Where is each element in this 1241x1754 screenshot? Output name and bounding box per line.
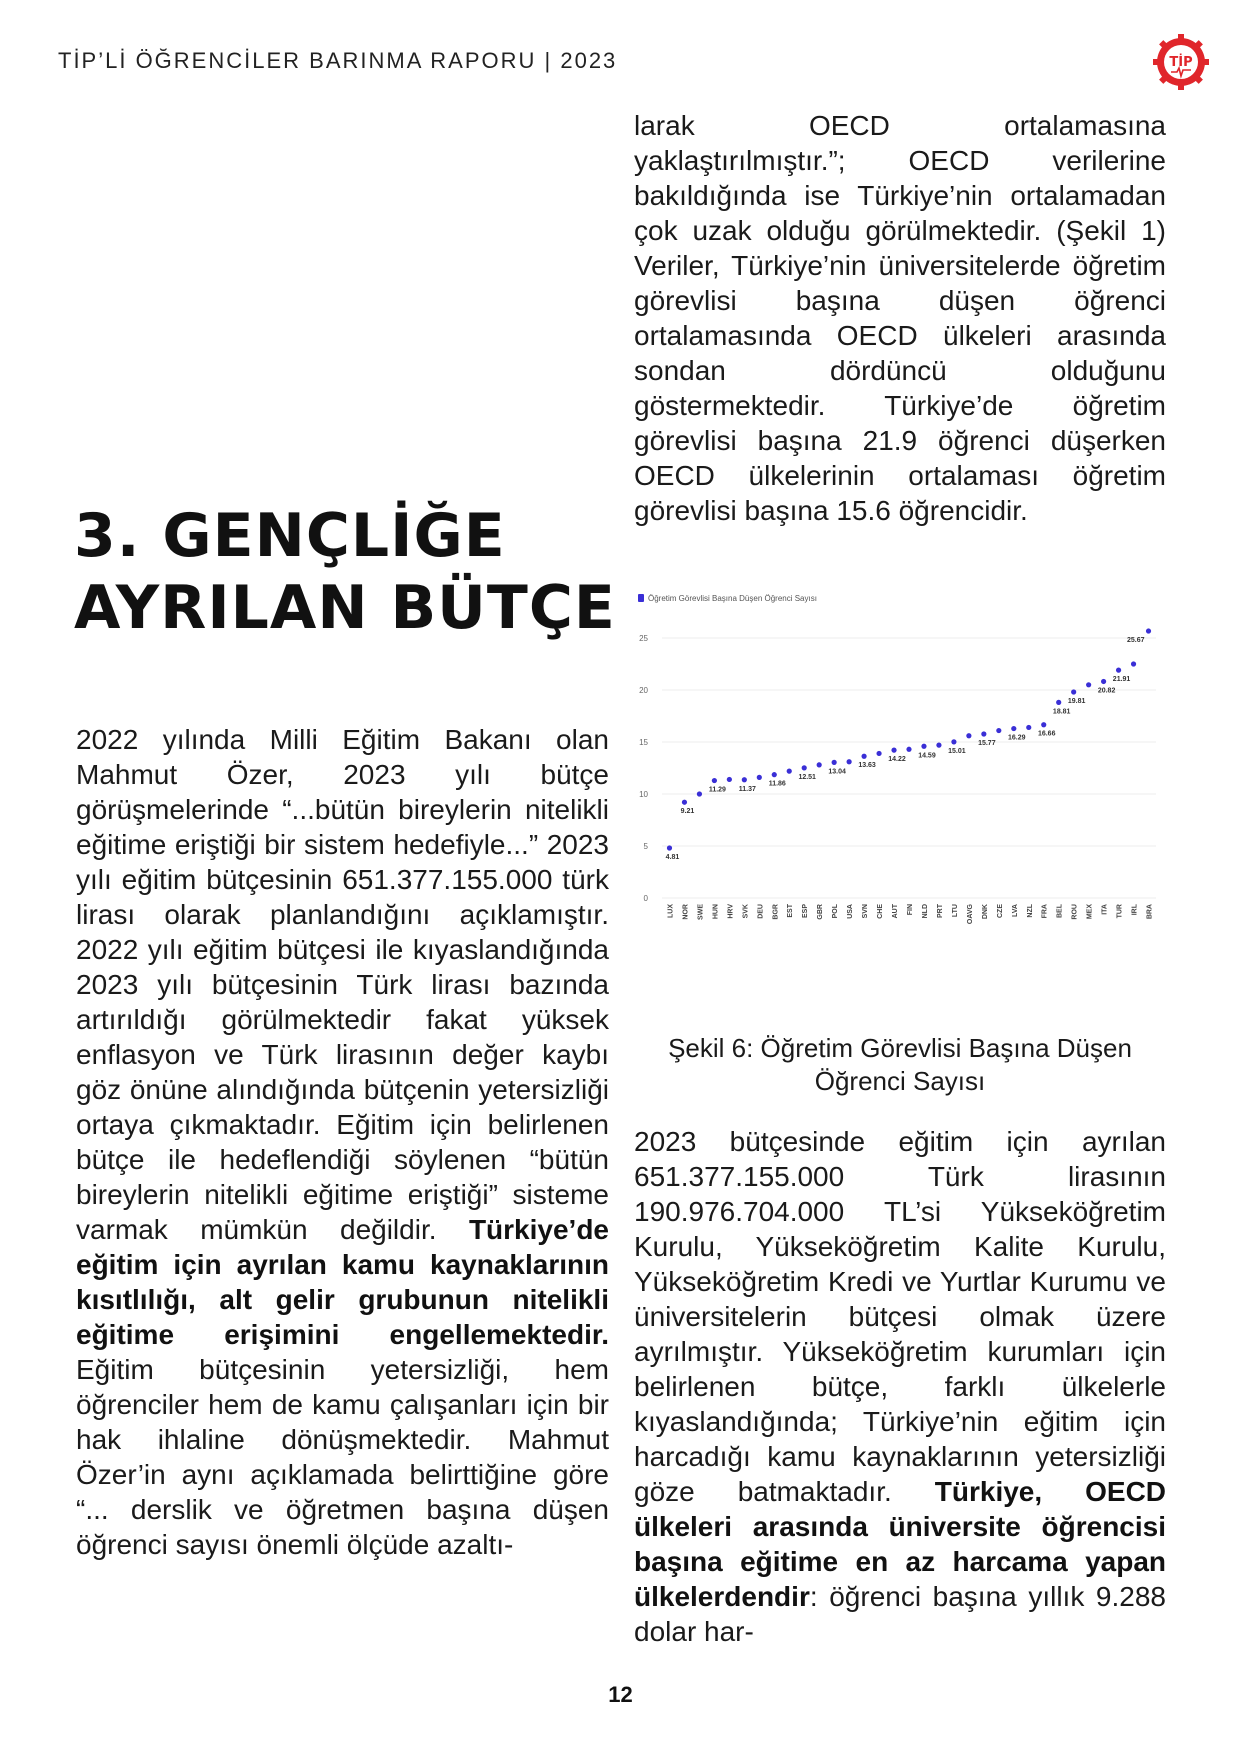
x-tick-label: CHE — [877, 904, 885, 919]
data-point — [981, 731, 986, 736]
x-tick-label: ITA — [1101, 904, 1109, 915]
data-point — [1011, 726, 1016, 731]
data-label: 13.04 — [828, 768, 846, 776]
x-tick-label: SVK — [742, 904, 750, 919]
x-tick-label: FIN — [907, 904, 914, 916]
data-label: 25.67 — [1126, 637, 1145, 645]
x-tick-label: AUT — [892, 904, 900, 919]
right-column-top — [634, 108, 1166, 528]
data-label: 21.91 — [1112, 676, 1131, 684]
data-point — [951, 739, 956, 744]
right-bottom-text-2: : öğrenci başına yıllık 9.288 dolar har- — [634, 1581, 1166, 1647]
x-tick-label: HUN — [712, 904, 720, 920]
data-label: 16.29 — [1008, 734, 1026, 742]
legend-swatch — [638, 594, 644, 602]
data-label: 16.66 — [1037, 730, 1056, 738]
data-point — [936, 743, 941, 748]
running-header: TİP’Lİ ÖĞRENCİLER BARINMA RAPORU | 2023 — [58, 48, 618, 73]
y-tick-label: 25 — [639, 634, 648, 643]
data-point — [802, 765, 807, 770]
right-column-bottom — [634, 1124, 1166, 1649]
right-bottom-bold-1: Türkiye, OECD ülkeleri arasında üniversite öğrencisi başına eğitime en az harcama yapan ülkelerdendir — [634, 1476, 1167, 1612]
x-tick-label: BGR — [772, 904, 780, 920]
right-top-text: larak OECD ortalamasına yaklaştırılmıştır.”; OECD verilerine bakıldığında ise Türkiye’nin ortalamadan çok uzak olduğu görülmektedir. (Şekil 1) Veriler, Türkiye’nin üniversitelerde öğretim görevlisi başına düşen öğrenci ortalamasında OECD ülkeleri arasında sondan dördüncü olduğunu göstermektedir. Türkiye’de öğretim görevlisi başına 21.9 öğrenci düşerken OECD ülkelerinin ortalaması öğretim görevlisi başına 15.6 öğrencidir. — [634, 110, 1166, 526]
data-point — [712, 778, 717, 783]
scatter-chart — [634, 592, 1166, 970]
left-bold-1: Türkiye’de eğitim için ayrılan kamu kaynaklarının kısıtlılığı, alt gelir grubunun nitelikli eğitime erişimini engellemektedir. — [76, 1214, 609, 1350]
x-tick-label: LUX — [667, 904, 675, 918]
x-tick-label: SVN — [862, 904, 870, 919]
data-point — [832, 760, 837, 765]
y-tick-label: 10 — [639, 790, 648, 799]
data-label: 14.22 — [888, 756, 906, 764]
data-point — [996, 728, 1001, 733]
data-point — [861, 754, 866, 759]
data-point — [847, 759, 852, 764]
data-label: 13.63 — [858, 762, 876, 770]
x-tick-label: EST — [787, 904, 795, 918]
x-tick-label: BEL — [1056, 904, 1064, 918]
x-tick-label: FRA — [1041, 904, 1049, 919]
data-point — [966, 733, 971, 738]
x-tick-label: IRL — [1131, 904, 1139, 916]
data-point — [1131, 661, 1136, 666]
data-point — [1086, 682, 1091, 687]
left-text-2: Eğitim bütçesinin yetersizliği, hem öğrenciler hem de kamu çalışanları için bir hak ihlaline dönüşmektedir. Mahmut Özer’in aynı açıklamada belirttiğine göre “... derslik ve öğretmen başına düşen öğrenci sayısı önemli ölçüde azaltı- — [76, 1354, 609, 1560]
y-tick-label: 5 — [643, 842, 648, 851]
x-tick-label: POL — [832, 904, 840, 919]
tip-logo — [1153, 34, 1209, 90]
data-point — [921, 744, 926, 749]
data-point — [1026, 725, 1031, 730]
data-label: 14.59 — [918, 752, 936, 760]
data-label: 15.01 — [948, 747, 966, 755]
x-tick-label: NZL — [1026, 904, 1034, 918]
y-tick-label: 15 — [639, 738, 648, 747]
x-tick-label: NOR — [682, 904, 690, 920]
data-point — [1101, 679, 1106, 684]
data-label: 20.82 — [1097, 687, 1116, 695]
data-point — [697, 791, 702, 796]
x-tick-label: NLD — [921, 904, 929, 919]
data-label: 11.37 — [738, 785, 756, 793]
x-tick-label: USA — [847, 904, 855, 919]
data-label: 18.81 — [1052, 708, 1071, 716]
data-label: 4.81 — [665, 853, 680, 861]
y-tick-label: 0 — [643, 894, 648, 903]
data-point — [667, 845, 672, 850]
x-tick-label: LTU — [951, 904, 959, 918]
x-tick-label: TUR — [1116, 904, 1124, 919]
x-tick-label: HRV — [727, 904, 735, 919]
x-tick-label: MEX — [1086, 904, 1094, 920]
x-tick-label: SWE — [697, 904, 705, 920]
x-tick-label: PRT — [936, 904, 944, 918]
data-point — [1116, 668, 1121, 673]
section-title-line2: AYRILAN BÜTÇE — [74, 573, 616, 643]
right-bottom-text-1: 2023 bütçesinde eğitim için ayrılan 651.377.155.000 Türk lirasının 190.976.704.000 TL’si Yükseköğretim Kurulu, Yükseköğretim Kalite Kurulu, Yükseköğretim Kredi ve Yurtlar Kurumu ve üniversitelerin bütçesi olmak üzere ayrılmıştır. Yükseköğretim kurumları için belirlenen bütçe, farklı ülkelerle kıyaslandığında; Türkiye’nin eğitim için harcadığı kamu kaynaklarının yetersizliği göze batmaktadır. — [634, 1126, 1166, 1507]
data-point — [1071, 689, 1076, 694]
data-point — [1146, 628, 1151, 633]
data-point — [682, 800, 687, 805]
data-point — [906, 747, 911, 752]
data-point — [757, 775, 762, 780]
section-title-line1: 3. GENÇLİĞE — [74, 501, 506, 571]
data-label: 9.21 — [680, 808, 695, 816]
data-label: 11.29 — [708, 786, 726, 794]
data-point — [727, 777, 732, 782]
data-point — [891, 748, 896, 753]
legend-label: Öğretim Görevlisi Başına Düşen Öğrenci Sayısı — [648, 594, 817, 603]
x-tick-label: DEU — [757, 904, 765, 919]
x-tick-label: ROU — [1071, 904, 1079, 920]
x-tick-label: OAVG — [966, 904, 974, 925]
data-label: 15.77 — [978, 739, 996, 747]
logo-text: TİP — [1169, 55, 1193, 70]
data-point — [817, 762, 822, 767]
left-text-1: 2022 yılında Milli Eğitim Bakanı olan Mahmut Özer, 2023 yılı bütçe görüşmelerinde “...bütün bireylerin nitelikli eğitime eriştiği bir sistem hedefiyle...” 2023 yılı eğitim bütçesinin 651.377.155.000 türk lirası olarak planlandığını açıklamıştır. 2022 yılı eğitim bütçesi ile kıyaslandığında 2023 yılı bütçesinin Türk lirası bazında artırıldığı görülmektedir fakat yüksek enflasyon ve Türk lirasının değer kaybı göz önüne alındığında bütçenin yetersizliği ortaya çıkmaktadır. Eğitim için belirlenen bütçe ile hedeflendiği söylenen “bütün bireylerin nitelikli eğitime eriştiği” sisteme varmak mümkün değildir. — [76, 724, 609, 1245]
x-tick-label: GBR — [817, 904, 825, 920]
x-tick-label: BRA — [1146, 904, 1154, 920]
data-point — [1041, 722, 1046, 727]
data-point — [742, 777, 747, 782]
data-point — [787, 769, 792, 774]
data-label: 19.81 — [1067, 697, 1086, 705]
section-title — [74, 500, 616, 644]
data-point — [772, 772, 777, 777]
data-label: 11.86 — [768, 780, 786, 788]
data-label: 12.51 — [798, 773, 816, 781]
data-point — [876, 751, 881, 756]
x-tick-label: LVA — [1011, 904, 1019, 917]
page-number: 12 — [608, 1682, 633, 1707]
data-point — [1056, 700, 1061, 705]
left-column — [76, 722, 609, 1562]
x-tick-label: CZE — [996, 904, 1004, 918]
x-tick-label: DNK — [981, 904, 989, 920]
x-tick-label: ESP — [802, 904, 810, 919]
figure-caption: Şekil 6: Öğretim Görevlisi Başına Düşen Öğrenci Sayısı — [668, 1033, 1132, 1096]
figure-chart — [634, 592, 1166, 970]
y-tick-label: 20 — [639, 686, 648, 695]
